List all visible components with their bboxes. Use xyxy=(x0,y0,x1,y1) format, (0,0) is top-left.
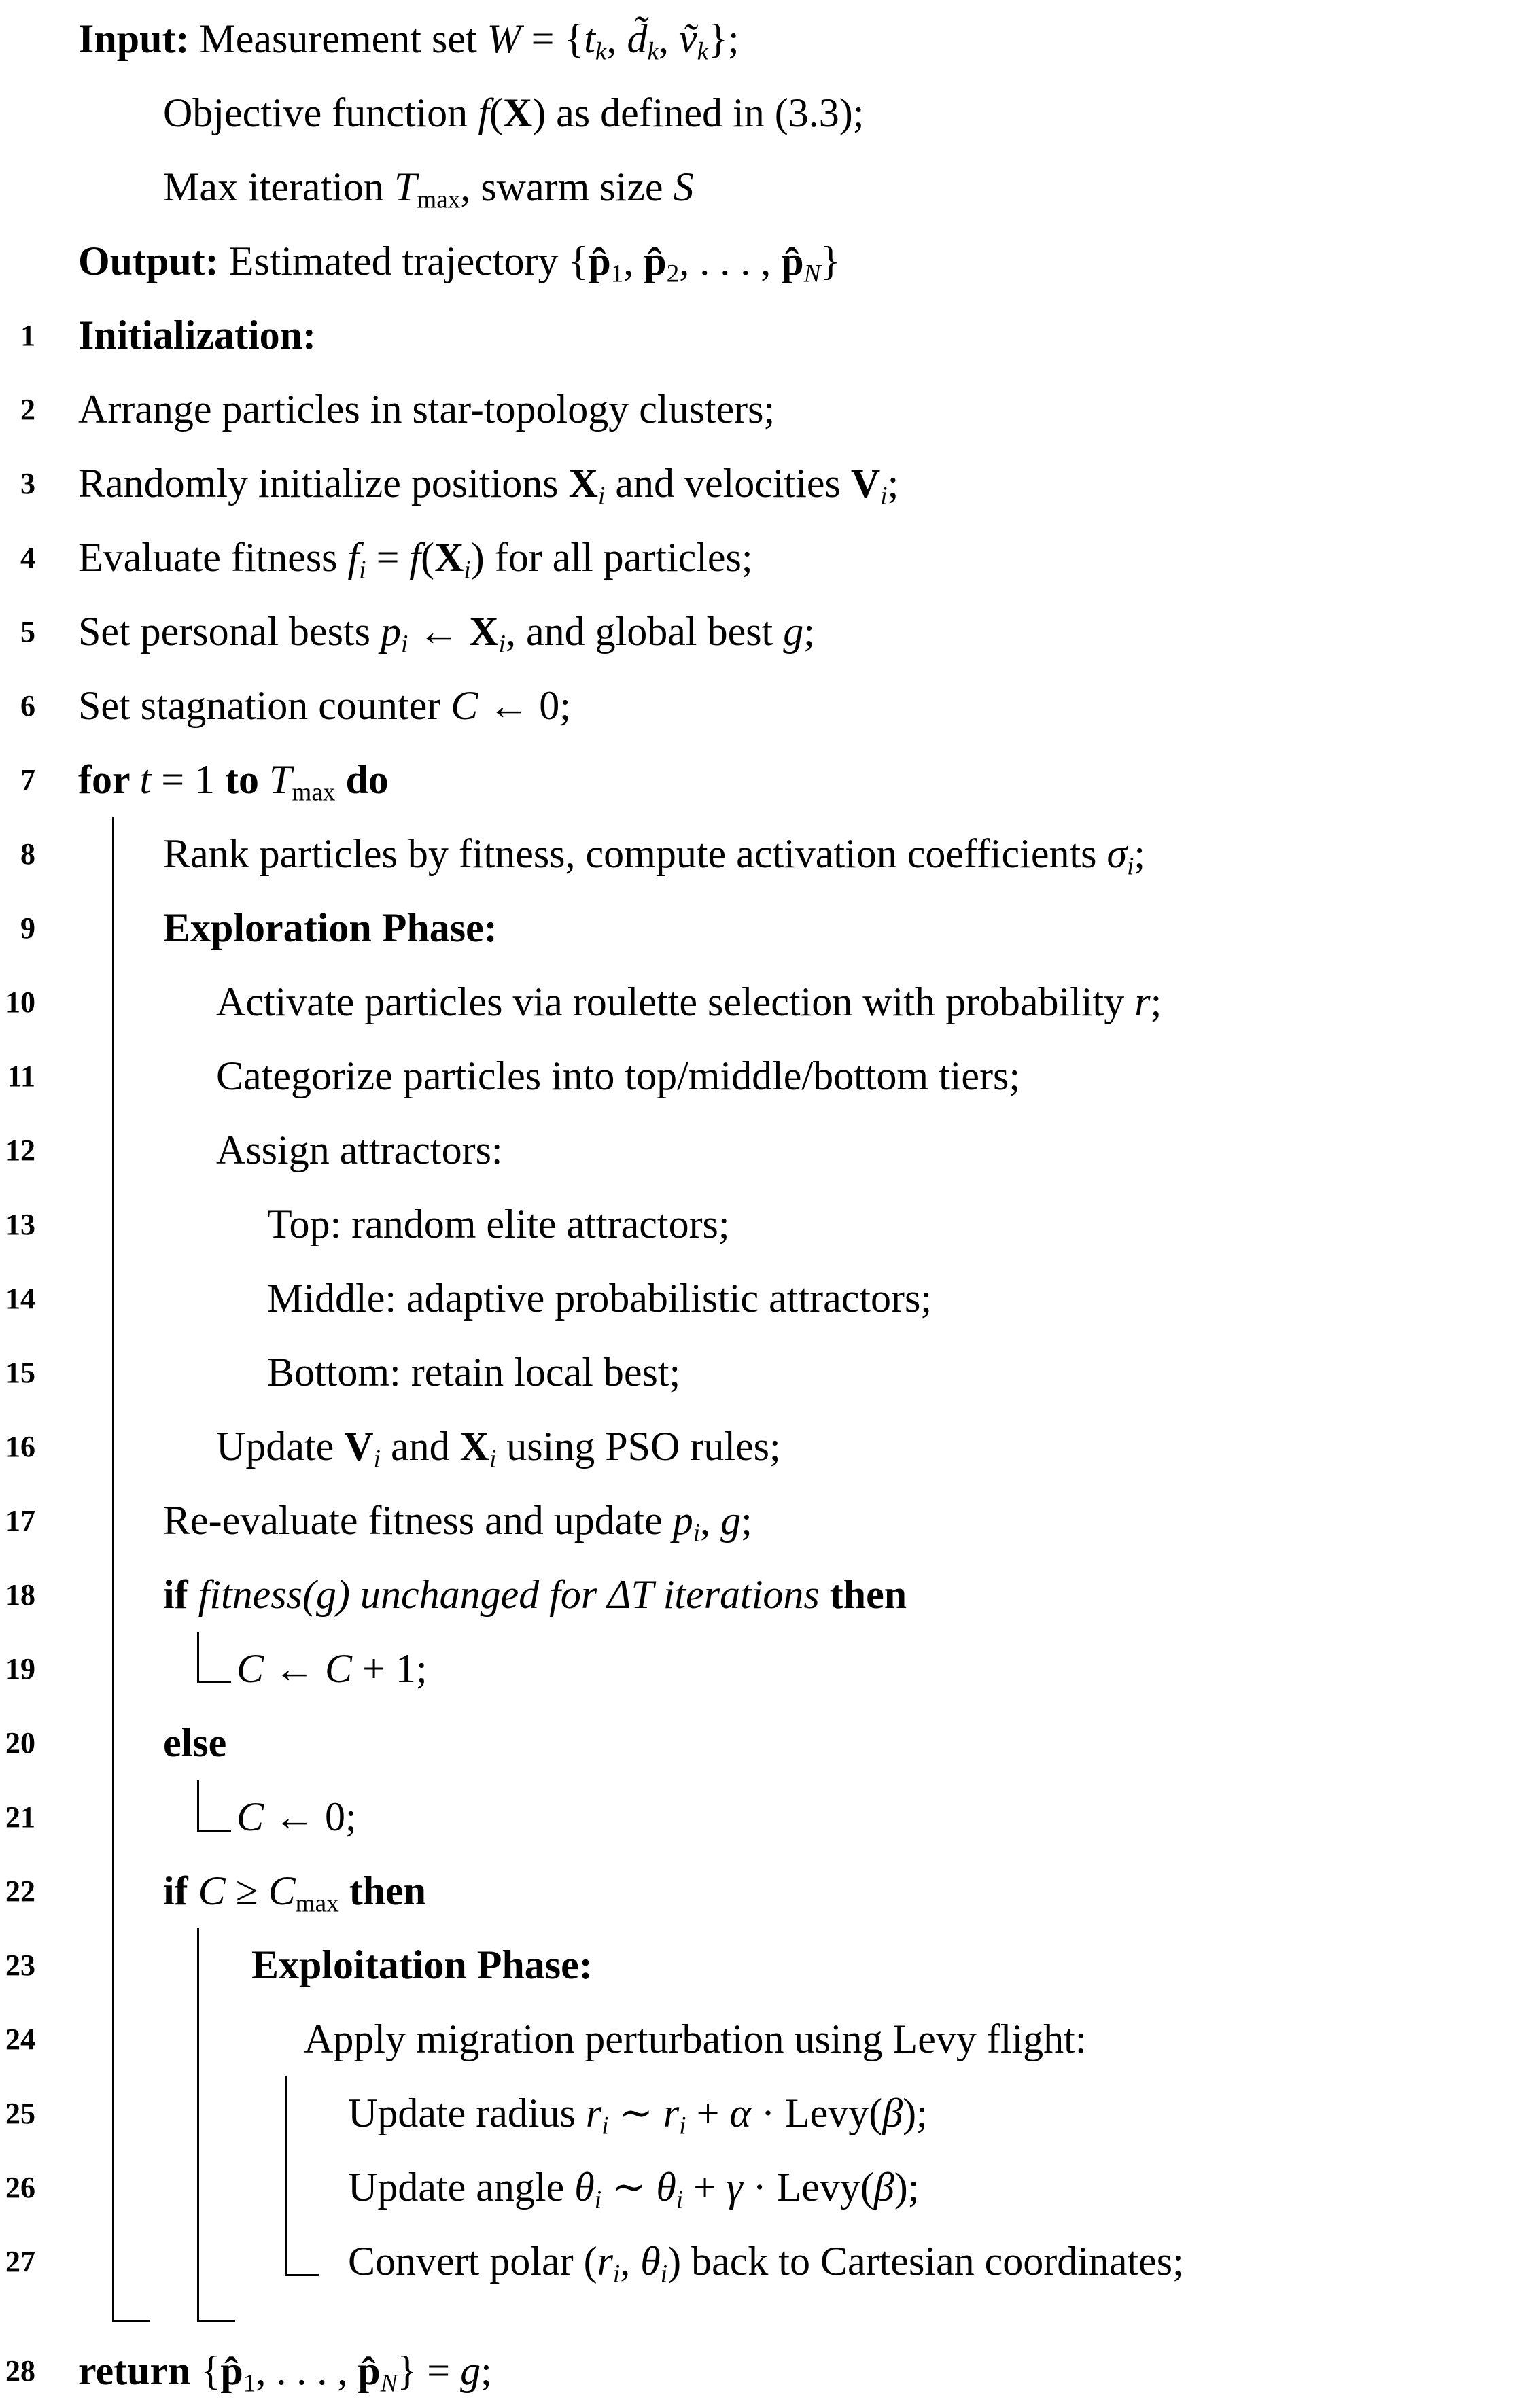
line-text xyxy=(78,447,899,521)
text-segment: , xyxy=(620,2239,641,2284)
algo-line xyxy=(0,1336,1517,1410)
text-segment: β xyxy=(882,2091,903,2135)
line-text xyxy=(163,1854,426,1928)
text-segment: X xyxy=(434,535,464,580)
line-text xyxy=(78,669,571,743)
text-segment: } = xyxy=(397,2348,461,2393)
text-segment: Set personal bests xyxy=(78,609,381,654)
line-number: 17 xyxy=(5,1504,35,1537)
text-segment: W xyxy=(487,16,521,61)
text-segment: i xyxy=(373,1445,381,1473)
text-segment: max xyxy=(417,186,461,214)
text-segment: T xyxy=(269,757,292,802)
text-segment: Rank particles by fitness, compute activation coefficients xyxy=(163,831,1107,876)
block-indent-rule xyxy=(285,2150,287,2224)
text-segment: return xyxy=(78,2348,201,2393)
text-segment: = xyxy=(366,535,410,580)
algo-line xyxy=(0,1928,1517,2002)
text-segment: r xyxy=(585,2091,602,2135)
text-segment: , swarm size xyxy=(460,164,674,209)
text-segment: + xyxy=(683,2165,727,2210)
text-segment: X xyxy=(502,90,533,135)
text-segment: i xyxy=(612,2260,621,2288)
text-segment: ; xyxy=(887,461,899,506)
block-end-corner xyxy=(285,2224,319,2276)
line-number: 27 xyxy=(5,2245,35,2278)
line-text xyxy=(237,1632,428,1706)
block-indent-rule xyxy=(112,2076,114,2150)
text-segment: t xyxy=(584,16,595,61)
block-indent-rule xyxy=(112,2150,114,2224)
line-text xyxy=(216,1113,503,1187)
algo-line xyxy=(0,817,1517,891)
text-segment: g xyxy=(460,2348,481,2393)
block-indent-rule xyxy=(112,965,114,1039)
text-segment: r xyxy=(597,2239,613,2284)
line-text xyxy=(163,1558,907,1632)
text-segment: T xyxy=(394,164,417,209)
text-segment: else xyxy=(163,1720,227,1765)
text-segment: Activate particles via roulette selection with probability xyxy=(216,979,1135,1024)
line-number: 15 xyxy=(5,1356,35,1389)
line-number: 16 xyxy=(5,1430,35,1463)
text-segment: { xyxy=(200,2348,221,2393)
text-segment: r xyxy=(1134,979,1151,1024)
line-text xyxy=(216,1039,1020,1113)
algo-line xyxy=(0,521,1517,595)
text-segment: , xyxy=(658,16,679,61)
text-segment: X xyxy=(469,609,499,654)
text-segment: i xyxy=(660,2260,668,2288)
block-indent-rule xyxy=(112,1706,114,1780)
text-segment: p̂ xyxy=(644,239,667,283)
text-segment: ; xyxy=(481,2348,492,2393)
line-number: 14 xyxy=(5,1282,35,1315)
text-segment: N xyxy=(380,2369,398,2398)
text-segment: σ xyxy=(1106,831,1128,876)
text-segment: i xyxy=(601,2112,609,2140)
algo-line xyxy=(0,891,1517,965)
text-segment: k xyxy=(647,37,659,66)
algo-line xyxy=(0,2334,1517,2408)
text-segment: β xyxy=(873,2165,894,2210)
text-segment: g xyxy=(783,609,804,654)
text-segment: θ xyxy=(656,2165,676,2210)
text-segment: C xyxy=(325,1646,353,1691)
block-indent-rule xyxy=(112,1780,114,1854)
text-segment: Initialization: xyxy=(78,313,317,357)
line-text xyxy=(78,743,389,817)
block-end-corner xyxy=(197,1780,231,1832)
algo-line xyxy=(0,150,1517,224)
text-segment xyxy=(339,1868,349,1913)
line-text xyxy=(348,2076,928,2150)
block-indent-rule xyxy=(197,2224,199,2299)
text-segment: ← xyxy=(264,1646,326,1691)
block-indent-rule xyxy=(112,1632,114,1706)
text-segment: Update xyxy=(216,1424,345,1469)
block-indent-rule xyxy=(112,2224,114,2299)
algo-line xyxy=(0,1706,1517,1780)
algo-line xyxy=(0,298,1517,372)
text-segment: ( xyxy=(421,535,435,580)
text-segment: p̂ xyxy=(588,239,611,283)
block-end-corner xyxy=(197,1632,231,1683)
block-indent-rule xyxy=(197,1928,199,2002)
line-number: 21 xyxy=(5,1800,35,1834)
text-segment: i xyxy=(498,630,506,659)
text-segment: p̂ xyxy=(220,2348,243,2393)
block-indent-rule xyxy=(197,2076,199,2150)
text-segment: ← xyxy=(408,609,470,654)
line-number: 10 xyxy=(5,985,35,1019)
text-segment: , xyxy=(623,239,644,283)
text-segment: S xyxy=(673,164,694,209)
text-segment: Bottom: retain local best; xyxy=(267,1350,681,1395)
text-segment: V xyxy=(850,461,881,506)
algo-line xyxy=(0,1632,1517,1706)
text-segment: i xyxy=(693,1519,701,1548)
text-segment: i xyxy=(464,556,471,584)
line-text xyxy=(163,150,694,224)
algo-line xyxy=(0,1780,1517,1854)
line-number: 23 xyxy=(5,1949,35,1982)
text-segment: C xyxy=(198,1868,226,1913)
block-indent-rule xyxy=(112,1410,114,1484)
algo-line xyxy=(0,2076,1517,2150)
line-number: 5 xyxy=(20,615,35,648)
text-segment: ; xyxy=(741,1498,752,1543)
block-end-corner xyxy=(197,2299,235,2322)
text-segment: ) as defined in (3.3); xyxy=(532,90,865,135)
line-text xyxy=(267,1336,680,1410)
block-indent-rule xyxy=(112,1187,114,1261)
text-segment: to xyxy=(225,757,270,802)
text-segment: Re-evaluate fitness and update xyxy=(163,1498,673,1543)
text-segment: f xyxy=(478,90,489,135)
text-segment: + xyxy=(686,2091,730,2135)
text-segment: if xyxy=(163,1868,198,1913)
line-number: 13 xyxy=(5,1208,35,1241)
block-indent-rule xyxy=(112,1558,114,1632)
text-segment: , . . . , xyxy=(679,239,782,283)
block-indent-rule xyxy=(112,1039,114,1113)
text-segment: p xyxy=(672,1498,693,1543)
block-indent-rule xyxy=(112,2002,114,2076)
text-segment: k xyxy=(697,37,709,66)
text-segment: ← 0; xyxy=(478,683,571,728)
text-segment: Evaluate fitness xyxy=(78,535,348,580)
text-segment: + 1; xyxy=(352,1646,428,1691)
line-text xyxy=(163,1484,752,1558)
text-segment: , . . . , xyxy=(256,2348,358,2393)
line-text xyxy=(237,1780,357,1854)
text-segment: Apply migration perturbation using Levy flight: xyxy=(304,2017,1087,2061)
text-segment: Update angle xyxy=(348,2165,575,2210)
algo-line xyxy=(0,1410,1517,1484)
algo-line xyxy=(0,743,1517,817)
line-text xyxy=(163,76,864,150)
block-indent-rule xyxy=(112,1854,114,1928)
text-segment: ); xyxy=(894,2165,920,2210)
algo-line xyxy=(0,965,1517,1039)
text-segment: k xyxy=(595,37,607,66)
text-segment: Assign attractors: xyxy=(216,1128,503,1172)
text-segment: i xyxy=(880,482,888,510)
text-segment: then xyxy=(819,1572,907,1617)
text-segment: i xyxy=(359,556,366,584)
text-segment: V xyxy=(344,1424,374,1469)
text-segment: θ xyxy=(640,2239,661,2284)
block-indent-rule xyxy=(112,1336,114,1410)
text-segment: C xyxy=(268,1868,296,1913)
block-indent-rule xyxy=(112,1261,114,1336)
text-segment: f xyxy=(409,535,421,580)
line-text xyxy=(216,1410,781,1484)
text-segment: Top: random elite attractors; xyxy=(267,1202,730,1246)
algo-line xyxy=(0,224,1517,298)
text-segment: 1 xyxy=(243,2369,256,2398)
text-segment: t xyxy=(139,757,152,802)
text-segment: and xyxy=(380,1424,460,1469)
text-segment: p̂ xyxy=(781,239,804,283)
line-text xyxy=(78,2,739,76)
text-segment: p xyxy=(380,609,401,654)
block-indent-rule xyxy=(112,1113,114,1187)
text-segment: ); xyxy=(903,2091,928,2135)
text-segment: ∼ xyxy=(608,2091,663,2135)
block-close-row xyxy=(0,2299,1517,2334)
line-text xyxy=(163,817,1145,891)
block-indent-rule xyxy=(112,891,114,965)
line-text xyxy=(348,2224,1184,2299)
text-segment: · Levy( xyxy=(750,2091,883,2135)
text-segment: max xyxy=(292,778,336,807)
text-segment: Randomly initialize positions xyxy=(78,461,569,506)
text-segment: d̃ xyxy=(627,16,648,61)
algo-line xyxy=(0,2224,1517,2299)
text-segment: } xyxy=(820,239,841,283)
line-number: 8 xyxy=(20,837,35,871)
text-segment: using PSO rules; xyxy=(496,1424,781,1469)
text-segment: Estimated trajectory { xyxy=(218,239,589,283)
line-number: 24 xyxy=(5,2023,35,2056)
text-segment: ; xyxy=(1134,831,1146,876)
text-segment: Measurement set xyxy=(189,16,487,61)
line-number: 4 xyxy=(20,541,35,574)
text-segment: max xyxy=(295,1889,339,1918)
text-segment: i xyxy=(676,2186,684,2214)
text-segment: ( xyxy=(489,90,503,135)
algo-line xyxy=(0,1261,1517,1336)
algo-line xyxy=(0,447,1517,521)
block-indent-rule xyxy=(112,817,114,891)
text-segment: i xyxy=(594,2186,602,2214)
text-segment: C xyxy=(237,1794,264,1839)
line-text xyxy=(78,521,753,595)
text-segment: C xyxy=(237,1646,264,1691)
text-segment: i xyxy=(597,482,606,510)
line-number: 20 xyxy=(5,1726,35,1760)
text-segment: ← 0; xyxy=(264,1794,357,1839)
text-segment: for xyxy=(78,757,140,802)
text-segment xyxy=(335,757,345,802)
algo-line xyxy=(0,372,1517,447)
block-indent-rule xyxy=(112,1928,114,2002)
text-segment: α xyxy=(729,2091,751,2135)
line-text xyxy=(348,2150,919,2224)
line-number: 22 xyxy=(5,1874,35,1908)
algo-line xyxy=(0,1558,1517,1632)
line-text xyxy=(251,1928,593,2002)
line-number: 6 xyxy=(20,689,35,722)
algo-line xyxy=(0,1039,1517,1113)
line-text xyxy=(267,1261,932,1336)
text-segment: i xyxy=(1127,852,1134,881)
algo-line xyxy=(0,2,1517,76)
text-segment: ṽ xyxy=(678,16,697,61)
block-indent-rule xyxy=(112,1484,114,1558)
block-indent-rule xyxy=(197,2002,199,2076)
text-segment: if xyxy=(163,1572,198,1617)
text-segment: , and global best xyxy=(505,609,784,654)
text-segment: fitness(g) unchanged for ΔT iterations xyxy=(198,1572,820,1617)
text-segment: X xyxy=(568,461,598,506)
line-number: 26 xyxy=(5,2171,35,2204)
line-number: 7 xyxy=(20,763,35,797)
text-segment: · Levy( xyxy=(742,2165,874,2210)
text-segment: 2 xyxy=(666,260,680,288)
text-segment: γ xyxy=(726,2165,743,2210)
text-segment: 1 xyxy=(610,260,624,288)
line-number: 12 xyxy=(5,1134,35,1167)
text-segment: = 1 xyxy=(151,757,226,802)
text-segment: i xyxy=(489,1445,497,1473)
algo-line xyxy=(0,2150,1517,2224)
algo-line xyxy=(0,1484,1517,1558)
algo-line xyxy=(0,1854,1517,1928)
line-number: 28 xyxy=(5,2354,35,2388)
text-segment: Exploration Phase: xyxy=(163,905,498,950)
block-indent-rule xyxy=(285,2076,287,2150)
line-text xyxy=(304,2002,1086,2076)
line-text xyxy=(216,965,1162,1039)
text-segment: ) back to Cartesian coordinates; xyxy=(667,2239,1184,2284)
algo-line xyxy=(0,76,1517,150)
text-segment: ≥ xyxy=(225,1868,268,1913)
line-text xyxy=(78,595,815,669)
text-segment: then xyxy=(349,1868,427,1913)
text-segment: ; xyxy=(1150,979,1162,1024)
text-segment: do xyxy=(345,757,389,802)
text-segment: g xyxy=(720,1498,742,1543)
text-segment: Output: xyxy=(78,239,219,283)
line-number: 11 xyxy=(7,1060,35,1093)
text-segment: Update radius xyxy=(348,2091,586,2135)
text-segment: , xyxy=(606,16,627,61)
line-text xyxy=(163,1706,226,1780)
text-segment: Max iteration xyxy=(163,164,394,209)
line-number: 3 xyxy=(20,467,35,500)
algo-line xyxy=(0,2002,1517,2076)
line-text xyxy=(78,2334,492,2408)
text-segment: Convert polar ( xyxy=(348,2239,597,2284)
algo-line xyxy=(0,1187,1517,1261)
text-segment: }; xyxy=(708,16,739,61)
block-end-corner xyxy=(112,2299,150,2322)
text-segment: X xyxy=(459,1424,489,1469)
text-segment: θ xyxy=(574,2165,595,2210)
text-segment: ; xyxy=(803,609,815,654)
text-segment: f xyxy=(347,535,360,580)
text-segment: Categorize particles into top/middle/bottom tiers; xyxy=(216,1053,1021,1098)
line-number: 9 xyxy=(20,911,35,945)
text-segment: Objective function xyxy=(163,90,478,135)
block-indent-rule xyxy=(197,2150,199,2224)
line-text xyxy=(163,891,498,965)
text-segment: , xyxy=(700,1498,721,1543)
text-segment: i xyxy=(679,2112,686,2140)
text-segment: N xyxy=(803,260,821,288)
line-text xyxy=(78,224,840,298)
algo-line xyxy=(0,669,1517,743)
text-segment: p̂ xyxy=(358,2348,381,2393)
text-segment: C xyxy=(451,683,478,728)
text-segment: and velocities xyxy=(605,461,851,506)
text-segment: Set stagnation counter xyxy=(78,683,451,728)
text-segment: Middle: adaptive probabilistic attractors; xyxy=(267,1276,932,1321)
text-segment: ∼ xyxy=(601,2165,657,2210)
line-number: 2 xyxy=(20,393,35,426)
line-text xyxy=(78,298,316,372)
text-segment: = { xyxy=(521,16,585,61)
text-segment: Arrange particles in star-topology clusters; xyxy=(78,387,775,432)
algo-line xyxy=(0,595,1517,669)
line-text xyxy=(78,372,775,447)
text-segment: Input: xyxy=(78,16,190,61)
line-number: 18 xyxy=(5,1578,35,1611)
line-number: 1 xyxy=(20,319,35,352)
line-text xyxy=(267,1187,730,1261)
text-segment: r xyxy=(663,2091,680,2135)
algo-line xyxy=(0,1113,1517,1187)
text-segment: Exploitation Phase: xyxy=(251,1942,593,1987)
text-segment: ) for all particles; xyxy=(470,535,753,580)
line-number: 25 xyxy=(5,2097,35,2130)
text-segment: i xyxy=(400,630,408,659)
line-number: 19 xyxy=(5,1652,35,1686)
